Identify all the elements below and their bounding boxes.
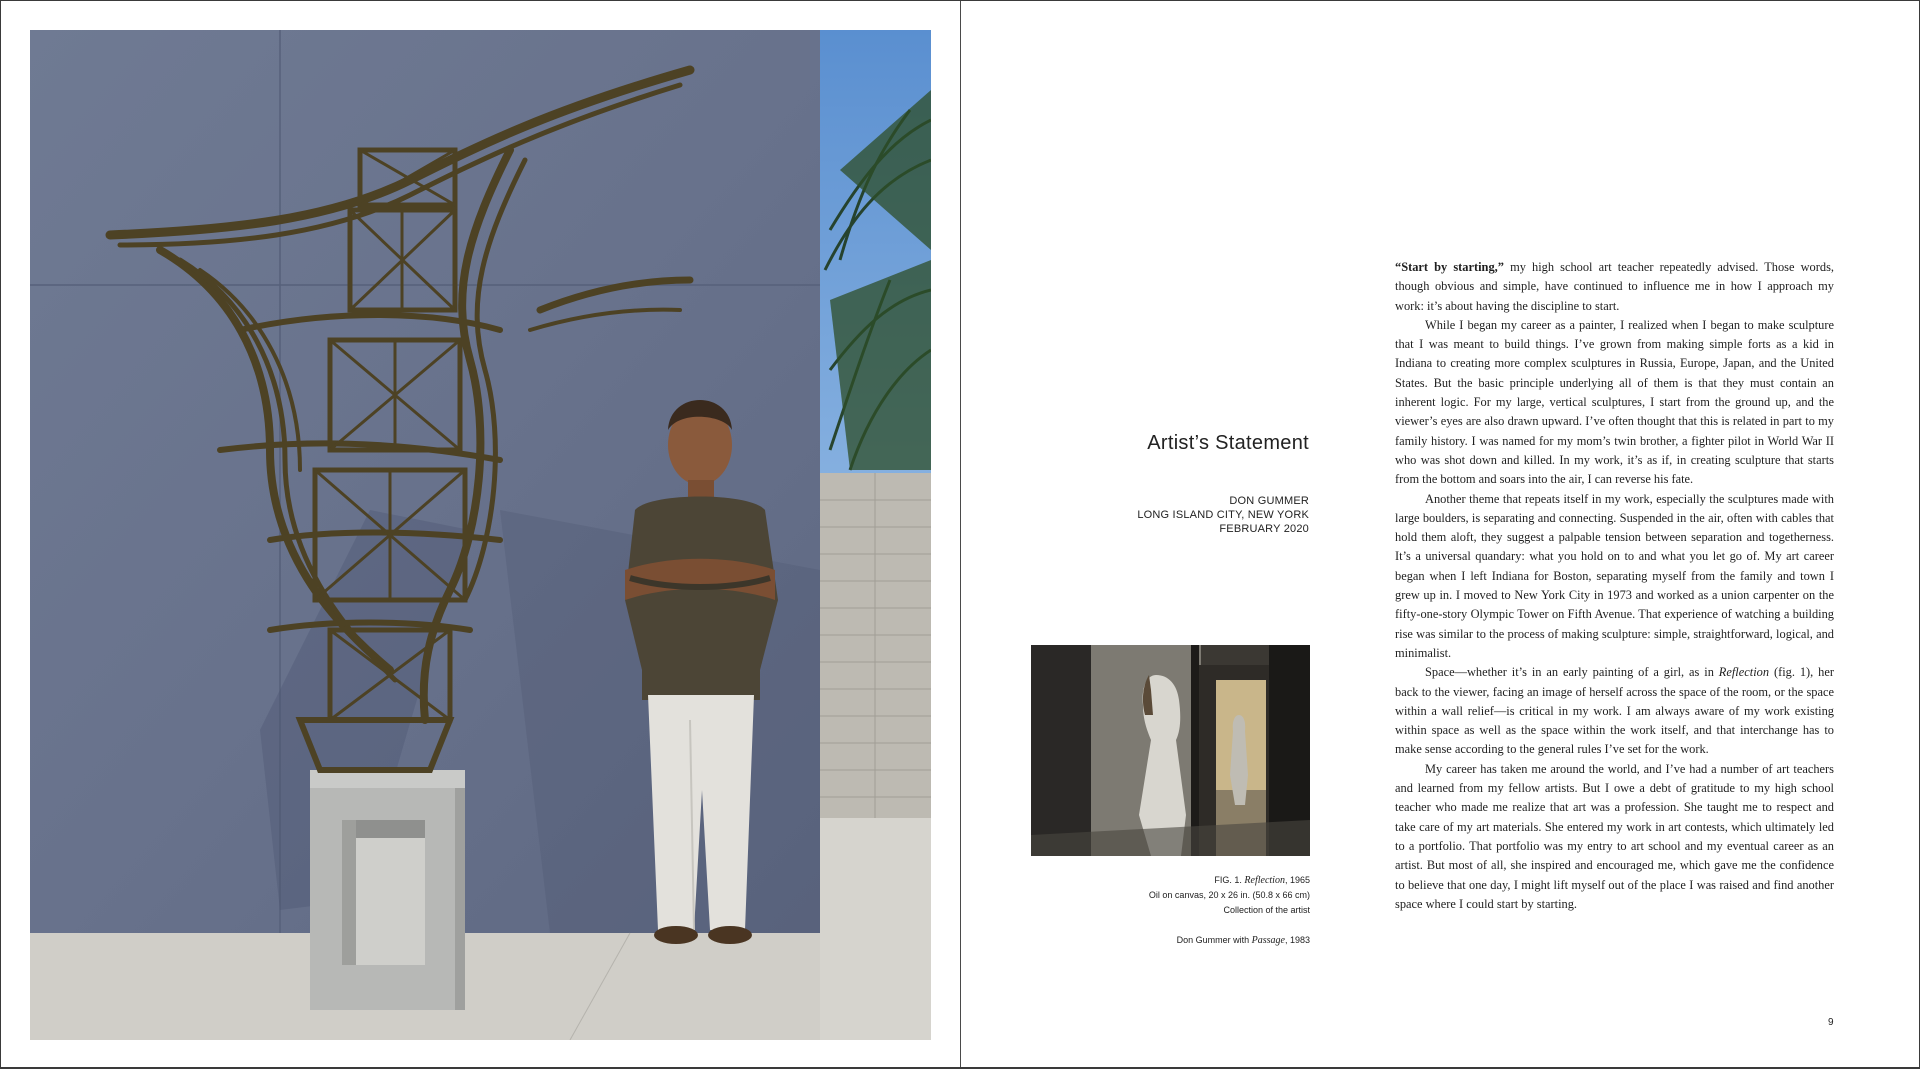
- paragraph-1-text: my high school art teacher repeatedly advised. Those words, though obvious and simple, have continued to influence me in how I approach my work: it’s about having the discipline to start.: [1395, 260, 1834, 313]
- figure-collection: Collection of the artist: [1223, 905, 1310, 915]
- frame-left-border: [0, 0, 1, 1069]
- frame-top-border: [0, 0, 1920, 1]
- figure-medium: Oil on canvas, 20 x 26 in. (50.8 x 66 cm): [1148, 890, 1310, 900]
- photo-caption-text: Don Gummer with: [1176, 935, 1252, 945]
- page-number: 9: [1828, 1017, 1834, 1028]
- figure-caption-title: [1030, 873, 1310, 888]
- photo-caption-year: , 1983: [1284, 935, 1310, 945]
- author-location: LONG ISLAND CITY, NEW YORK: [1137, 509, 1309, 521]
- artist-sculpture-photo: [30, 30, 931, 1040]
- statement-byline: [1060, 494, 1309, 536]
- paragraph-2: While I began my career as a painter, I realized when I began to make sculpture that I was meant to build things. I’ve grown from making simple forts as a kid in Indiana to creating more complex sculptures in Russia, Europe, Japan, and the United States. But the basic principle underlying all of them is that they must contain an inherent logic. For my large, vertical sculptures, I start from the ground up, and the viewer’s eyes are also drawn upward. I’ve often thought that this is related in part to my family history. I was named for my mom’s twin brother, a fighter pilot in World War II who was shot down and killed. In my work, it’s as if, in creating sculpture that starts from the bottom and soars into the air, I can reverse his fate.: [1395, 317, 1834, 487]
- statement-title: Artist’s Statement: [1147, 432, 1309, 454]
- statement-date: FEBRUARY 2020: [1219, 523, 1309, 535]
- paragraph-1-lead: “Start by starting,”: [1395, 260, 1504, 274]
- paragraph-4: [1395, 663, 1834, 759]
- paragraph-4-post: (fig. 1), her back to the viewer, facing an image of herself across the space of the room, or the space within a wall relief—is critical in my work. I am always aware of my work existing within space as well as the space within the work itself, and that interchange has to make sense according to the general rules I’ve set for the work.: [1395, 665, 1834, 757]
- statement-body: [1395, 258, 1834, 914]
- photo-caption: [1030, 933, 1310, 948]
- figure-title: Reflection: [1244, 875, 1285, 886]
- paragraph-3: Another theme that repeats itself in my work, especially the sculptures made with large boulders, is separating and connecting. Suspended in the air, often with cables that hold them aloft, they suggest a palpable tension between separation and togetherness. It’s a universal quandary: what you hold on to and what you let go of. My art career began when I left Indiana for Boston, separating myself from the family and town I grew up in. I moved to New York City in 1973 and worked as a union carpenter on the fifty-one-story Olympic Tower on Fifth Avenue. That experience of watching a building rise was similar to the process of making sculpture: simple, straightforward, logical, and minimalist.: [1395, 491, 1834, 660]
- paragraph-4-italic: Reflection: [1718, 665, 1770, 680]
- figure-label: FIG. 1.: [1214, 875, 1242, 885]
- author-name: DON GUMMER: [1229, 495, 1309, 507]
- paragraph-5: My career has taken me around the world, and I’ve had a number of art teachers and learned from my fellow artists. But I owe a debt of gratitude to my high school teacher who made me realize that art was a profession. She taught me to respect and take care of my art materials. She entered my work in art contests, which ultimately led to a portfolio. That portfolio was my entry to art school and my eventual career as an artist. But most of all, she inspired and encouraged me, which gave me the confidence to believe that one day, I might lift myself out of the place I was raised and find another space where I could start by starting.: [1395, 761, 1834, 911]
- figure-captions: [1030, 873, 1310, 948]
- photo-caption-title: Passage: [1251, 935, 1285, 946]
- reflection-painting: [1031, 645, 1310, 856]
- figure-year: , 1965: [1284, 875, 1310, 885]
- paragraph-4-pre: Space—whether it’s in an early painting of a girl, as in: [1425, 665, 1719, 680]
- paragraph-1: [1395, 258, 1834, 316]
